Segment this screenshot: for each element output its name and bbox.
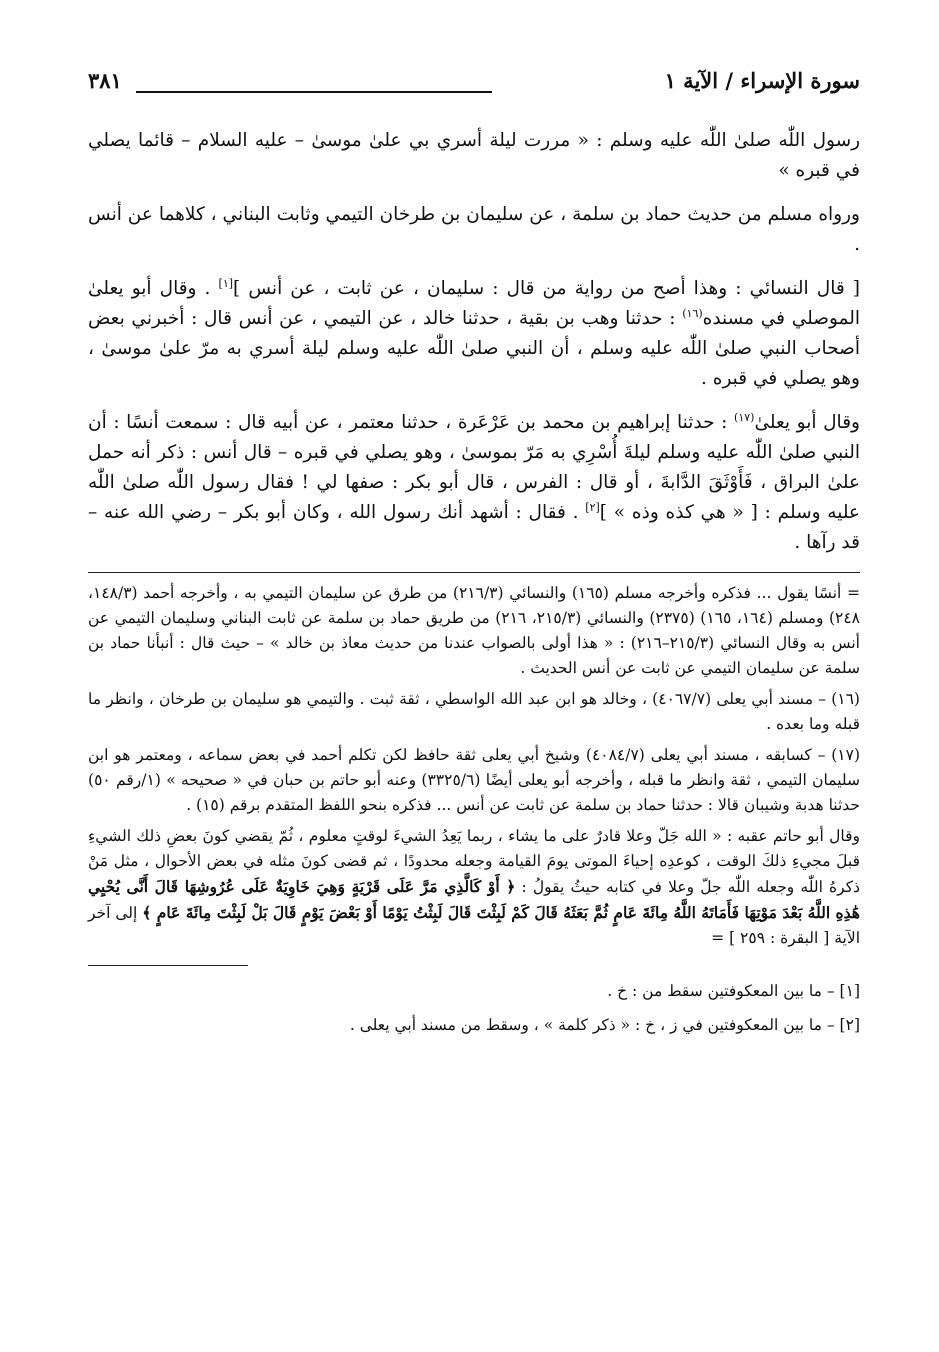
paragraph bbox=[88, 274, 860, 394]
footnote-rule bbox=[88, 965, 248, 966]
footnote: [٢] – ما بين المعكوفتين في ز ، خ : « ذكر كلمة » ، وسقط من مسند أبي يعلى . bbox=[349, 1016, 860, 1034]
notes-divider bbox=[88, 572, 860, 573]
footnote-ref: [١] bbox=[218, 276, 234, 290]
paragraph bbox=[88, 408, 860, 558]
paragraph-text: : حدثنا وهب بن بقية ، حدثنا خالد ، عن التيمي ، عن أنس قال : أخبرني بعض أصحاب النبي صلىٰ اللّٰه عليه وسلم ، أن النبي صلىٰ اللّٰه عليه وسلم ليلة أسري به مرّ علىٰ موسىٰ ، وهو يصلي في قبره . bbox=[88, 308, 860, 389]
paragraph-text: وقال أبو يعلىٰ bbox=[754, 412, 860, 433]
hadith-notes bbox=[88, 581, 860, 951]
quran-verse: ﴿ أَوْ كَالَّذِي مَرَّ عَلَى قَرْيَةٍ وَهِيَ خَاوِيَةٌ عَلَى عُرُوشِهَا قَالَ أَنَّى يُحْيِي هَٰذِهِ اللَّهُ بَعْدَ مَوْتِهَا فَأَمَاتَهُ اللَّهُ مِائَةَ عَامٍ ثُمَّ بَعَثَهُ قَالَ كَمْ لَبِثْتَ قَالَ لَبِثْتُ يَوْمًا أَوْ بَعْضَ يَوْمٍ قَالَ بَلْ لَبِثْتَ مِائَةَ عَامٍ ﴾ bbox=[88, 877, 860, 922]
book-page bbox=[88, 58, 860, 1338]
paragraph: رسول اللّٰه صلىٰ اللّٰه عليه وسلم : « مررت ليلة أسري بي علىٰ موسىٰ – عليه السلام – قائما يصلي في قبره » bbox=[88, 130, 860, 181]
note: = أنسًا يقول ... فذكره وأخرجه مسلم (١٦٥) والنسائي (٢١٦/٣) من طرق عن سليمان التيمي به ، وأخرجه أحمد (١٤٨/٣، ٢٤٨) ومسلم (١٦٤، ١٦٥) (٢٣٧٥) والنسائي (٢١٥/٣، ٢١٦) من طريق حماد بن سلمة عن ثابت البناني وسليمان التيمي عن أنس به وقال النسائي (٢١٥/٣–٢١٦) : « هذا أولى بالصواب عندنا من حديث معاذ بن خالد » – حيث قال : أنبأنا حماد بن سلمة عن سليمان التيمي عن ثابت عن أنس الحديث . bbox=[88, 584, 861, 677]
paragraph-text: . وقال أبو يعلىٰ الموصلي في مسنده bbox=[88, 278, 860, 329]
footnotes bbox=[88, 978, 860, 1038]
page-number: ٣٨١ bbox=[88, 68, 122, 93]
paragraph: ورواه مسلم من حديث حماد بن سلمة ، عن سليمان بن طرخان التيمي وثابت البناني ، كلاهما عن أنس . bbox=[88, 204, 860, 255]
note: (١٦) – مسند أبي يعلى (٤٠٦٧/٧) ، وخالد هو ابن عبد الله الواسطي ، ثقة ثبت . والتيمي هو سليمان بن طرخان ، وانظر ما قبله وما بعده . bbox=[88, 690, 860, 733]
paragraph-text: : حدثنا إبراهيم بن محمد بن عَرْعَرة ، حدثنا معتمر ، عن أبيه قال : سمعت أنسًا : أن النبي صلىٰ اللّٰه عليه وسلم ليلةَ أُسْرِي به مَرّ بموسىٰ ، وهو يصلي في قبره – قال أنس : ذكر أنه حمل علىٰ البراق ، فَأَوْثَقَ الدَّابةَ ، أو قال : الفرس ، قال أبو بكر : صفها لي ! فقال رسول اللّٰه صلىٰ اللّٰه عليه وسلم : [ « هي كذه وذه » ] bbox=[88, 412, 860, 523]
note-text: وقال أبو حاتم عقبه : « الله جَلّ وعلا قادرٌ على ما يشاء ، ربما يَعِدُ الشيءَ لوقتٍ معلوم ، ثُمّ يقضي كونَ بعضِ ذلك الشيءِ قبلَ مجيءِ ذلكَ الوقت ، كوعدِه إحياءَ الموتى يومَ القيامة وجعله محدودًا ، ثم قضى كونَ مثله في بعض الأحوال ، مثل مَنْ ذكرهُ اللّٰه وجعله اللّٰه جلّ وعلا في كتابه حيثُ يقولُ : bbox=[88, 827, 860, 896]
paragraph-text: [ قال النسائي : وهذا أصح من رواية من قال : سليمان ، عن ثابت ، عن أنس ] bbox=[233, 278, 860, 299]
footnote-ref: (١٧) bbox=[734, 410, 755, 424]
paragraph-text: . فقال : أشهد أنك رسول الله ، وكان أبو بكر – رضي الله عنه – قد رآها . bbox=[88, 502, 860, 553]
note: (١٧) – كسابقه ، مسند أبي يعلى (٤٠٨٤/٧) وشيخ أبي يعلى ثقة حافظ لكن تكلم أحمد في بعض سماعه ، ومعتمر هو ابن سليمان التيمي ، ثقة وانظر ما قبله ، وأخرجه أبو يعلى أيضًا (٣٣٢٥/٦) وعنه أبو حاتم بن حبان في « صحيحه » (١/رقم ٥٠) حدثنا هدبة وشيبان قالا : حدثنا حماد بن سلمة عن ثابت عن أنس ... فذكره بنحو اللفظ المتقدم برقم (١٥) . bbox=[88, 746, 860, 814]
header-rule bbox=[136, 91, 492, 93]
page-header bbox=[88, 58, 860, 100]
main-text bbox=[88, 126, 860, 558]
footnote-ref: (١٦) bbox=[682, 306, 703, 320]
surah-title: سورة الإسراء / الآية ١ bbox=[664, 68, 860, 93]
footnote-ref: [٢] bbox=[585, 500, 600, 514]
footnote: [١] – ما بين المعكوفتين سقط من : خ . bbox=[607, 982, 860, 1000]
note-text: إلى آخر الآية [ البقرة : ٢٥٩ ] = bbox=[88, 904, 860, 947]
note bbox=[88, 824, 860, 951]
